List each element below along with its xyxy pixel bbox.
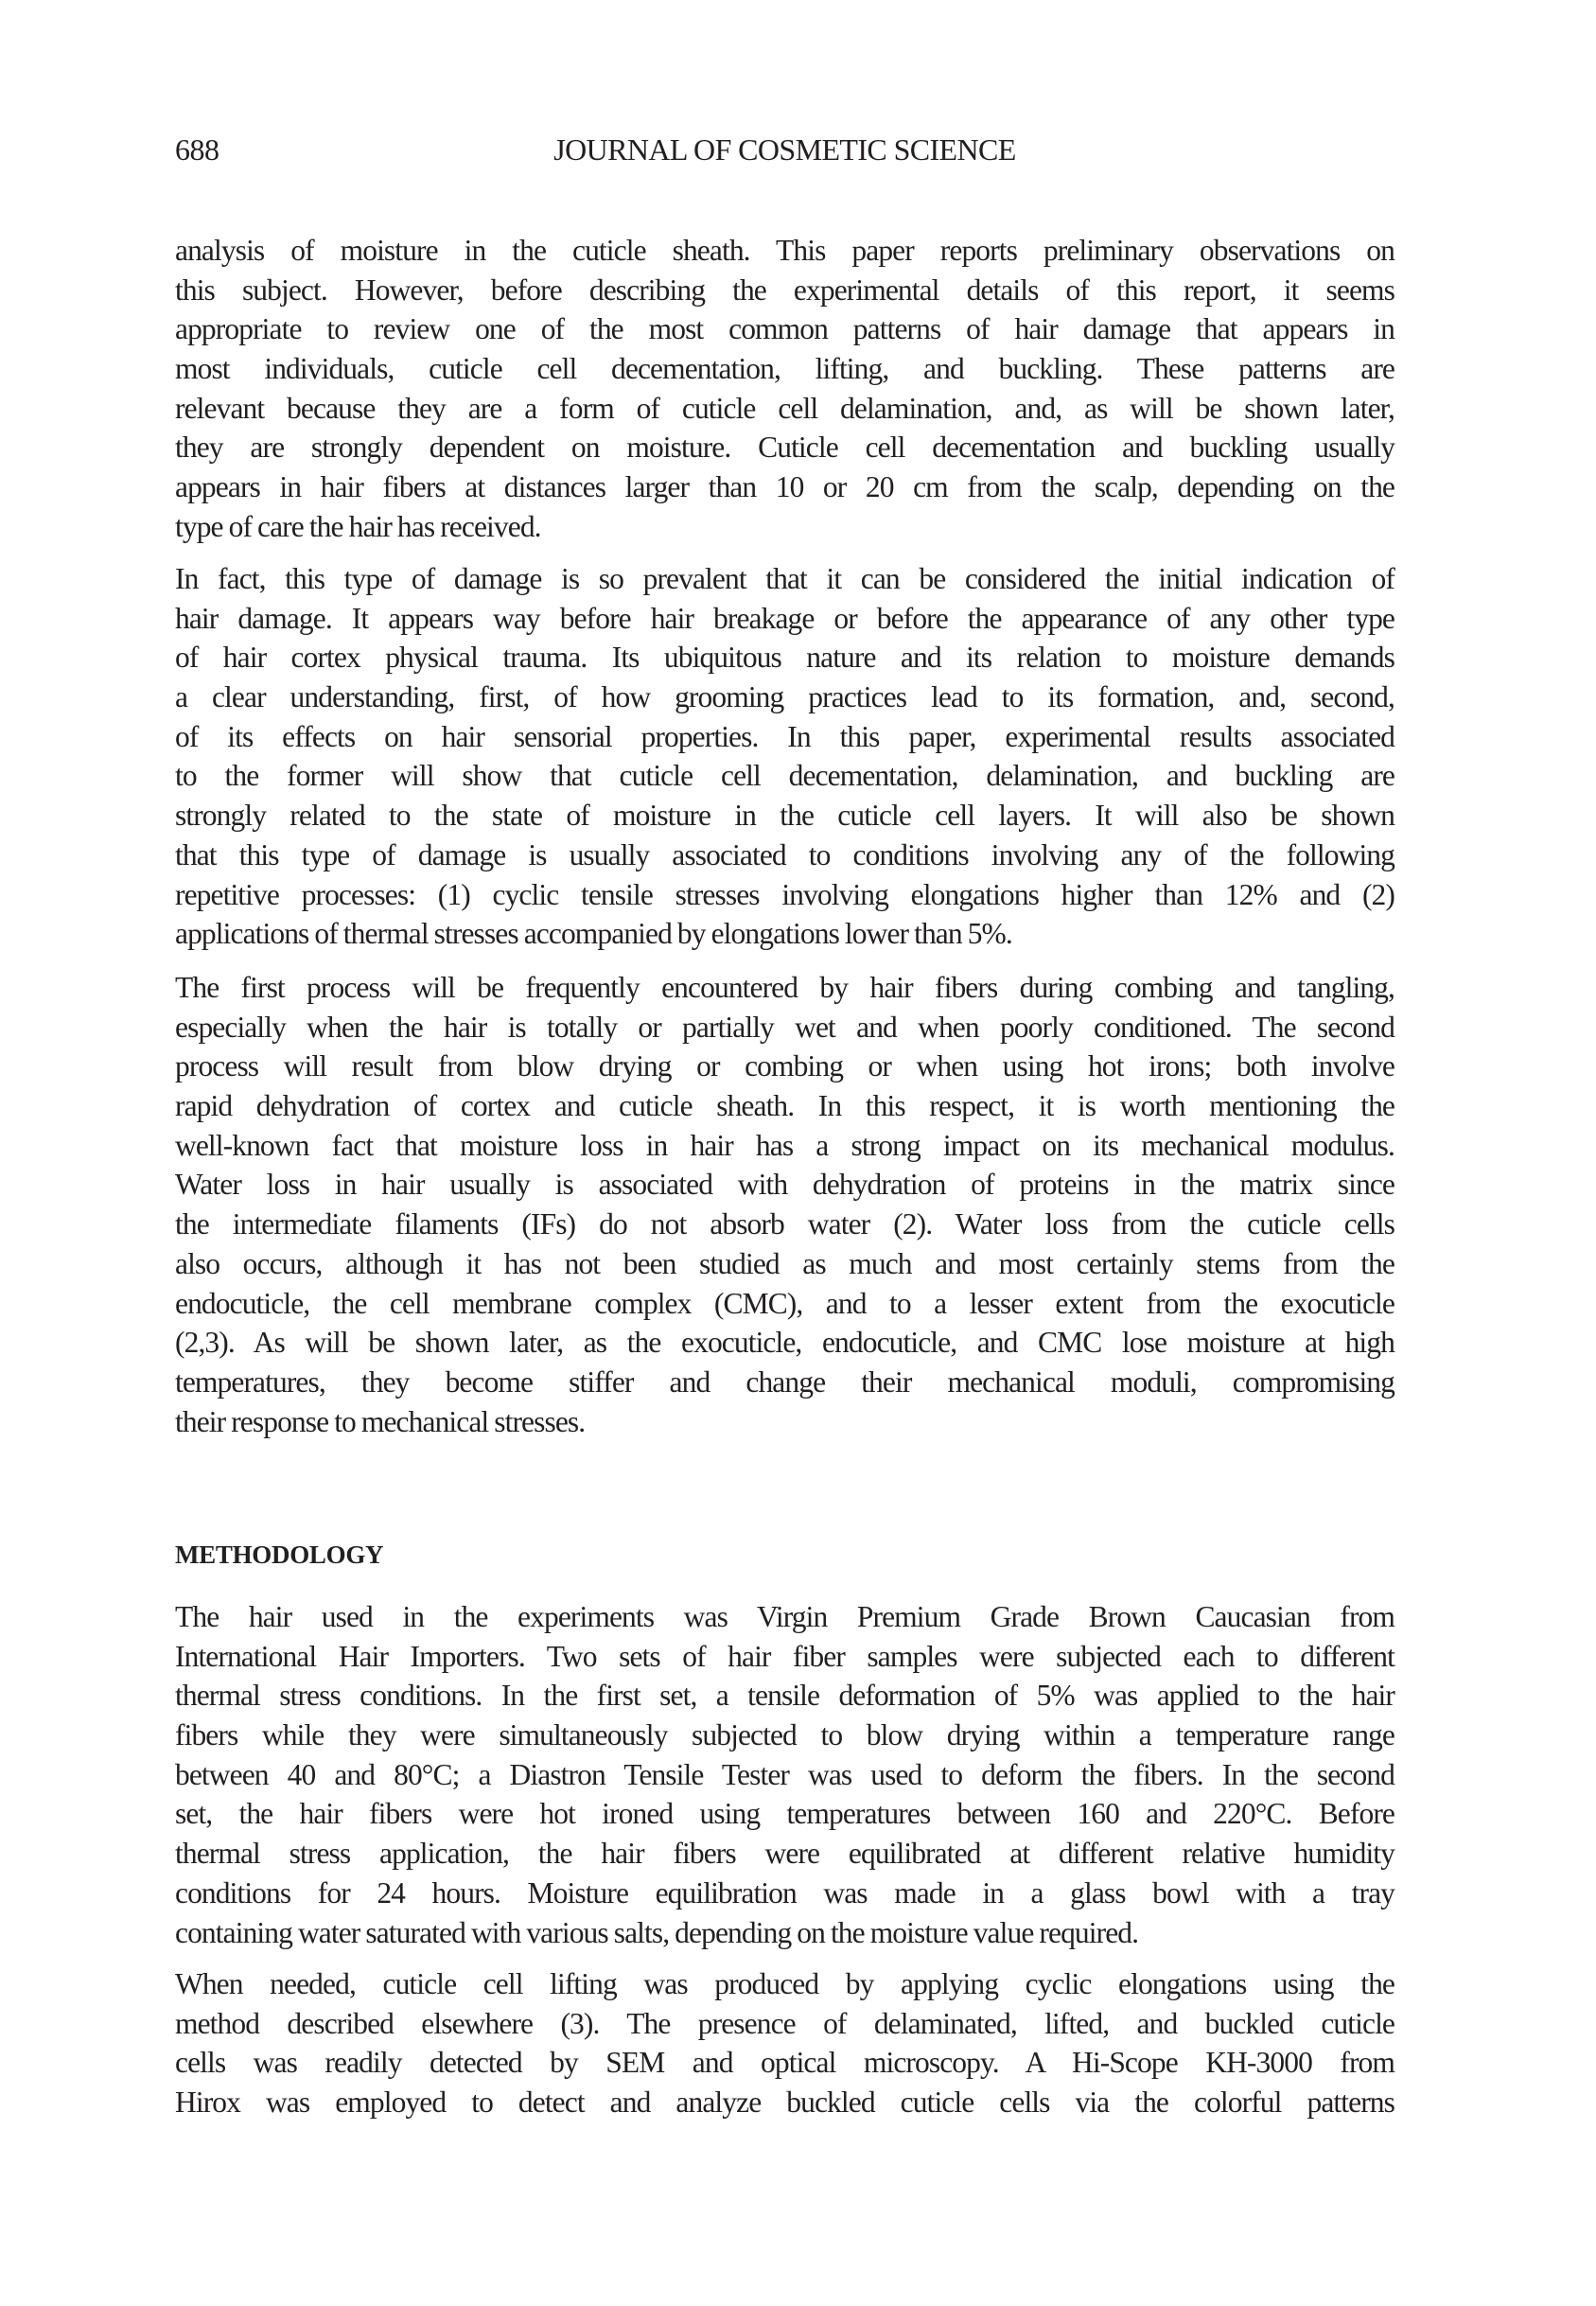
text-line: rapid dehydration of cortex and cuticle sheath. In this respect, it is worth mentioning the bbox=[175, 1089, 1394, 1123]
text-line: process will result from blow drying or combing or when using hot irons; both involve bbox=[175, 1049, 1394, 1083]
text-line: The first process will be frequently encountered by hair fibers during combing and tangling, bbox=[175, 971, 1394, 1004]
text-line: When needed, cuticle cell lifting was produced by applying cyclic elongations using the bbox=[175, 1967, 1394, 2000]
text-line: appropriate to review one of the most common patterns of hair damage that appears in bbox=[175, 312, 1394, 346]
text-line: analysis of moisture in the cuticle sheath. This paper reports preliminary observations on bbox=[175, 234, 1394, 267]
text-line: strongly related to the state of moisture in the cuticle cell layers. It will also be shown bbox=[175, 799, 1394, 833]
text-line: endocuticle, the cell membrane complex (CMC), and to a lesser extent from the exocuticle bbox=[175, 1286, 1394, 1320]
paragraph-intro-2 bbox=[175, 559, 1394, 954]
text-line: they are strongly dependent on moisture. Cuticle cell decementation and buckling usually bbox=[175, 431, 1394, 465]
text-line: of its effects on hair sensorial properties. In this paper, experimental results associated bbox=[175, 719, 1394, 753]
text-line: Water loss in hair usually is associated with dehydration of proteins in the matrix since bbox=[175, 1168, 1394, 1202]
text-line: thermal stress application, the hair fibers were equilibrated at different relative humidity bbox=[175, 1837, 1394, 1871]
text-line: appears in hair fibers at distances larger than 10 or 20 cm from the scalp, depending on the bbox=[175, 470, 1394, 504]
text-line: repetitive processes: (1) cyclic tensile stresses involving elongations higher than 12% and (2) bbox=[175, 877, 1394, 911]
text-line: this subject. However, before describing the experimental details of this report, it seems bbox=[175, 273, 1394, 307]
text-line: In fact, this type of damage is so prevalent that it can be considered the initial indication of bbox=[175, 562, 1394, 595]
page-number: 688 bbox=[175, 132, 219, 167]
journal-title: JOURNAL OF COSMETIC SCIENCE bbox=[553, 132, 1016, 167]
text-line: of hair cortex physical trauma. Its ubiquitous nature and its relation to moisture demands bbox=[175, 641, 1394, 675]
text-line: a clear understanding, first, of how grooming practices lead to its formation, and, second, bbox=[175, 680, 1394, 714]
text-line: applications of thermal stresses accompanied by elongations lower than 5%. bbox=[175, 917, 1012, 951]
section-heading-methodology: METHODOLOGY bbox=[175, 1540, 384, 1569]
text-line: fibers while they were simultaneously subjected to blow drying within a temperature range bbox=[175, 1718, 1394, 1752]
text-line: well-known fact that moisture loss in hair has a strong impact on its mechanical modulus. bbox=[175, 1128, 1394, 1162]
text-line: especially when the hair is totally or partially wet and when poorly conditioned. The second bbox=[175, 1010, 1394, 1044]
text-line: International Hair Importers. Two sets of hair fiber samples were subjected each to different bbox=[175, 1639, 1394, 1673]
text-line: The hair used in the experiments was Virgin Premium Grade Brown Caucasian from bbox=[175, 1600, 1394, 1633]
text-line: cells was readily detected by SEM and optical microscopy. A Hi-Scope KH-3000 from bbox=[175, 2046, 1394, 2080]
paragraph-intro-3 bbox=[175, 968, 1394, 1441]
text-line: most individuals, cuticle cell decementation, lifting, and buckling. These patterns are bbox=[175, 352, 1394, 386]
text-line: type of care the hair has received. bbox=[175, 509, 541, 543]
text-line: between 40 and 80°C; a Diastron Tensile Tester was used to deform the fibers. In the second bbox=[175, 1757, 1394, 1791]
text-line: temperatures, they become stiffer and change their mechanical moduli, compromising bbox=[175, 1364, 1394, 1399]
running-head bbox=[175, 131, 1394, 168]
text-line: Hirox was employed to detect and analyze buckled cuticle cells via the colorful patterns bbox=[175, 2086, 1394, 2120]
text-line: set, the hair fibers were hot ironed using temperatures between 160 and 220°C. Before bbox=[175, 1797, 1394, 1831]
text-line: conditions for 24 hours. Moisture equilibration was made in a glass bowl with a tray bbox=[175, 1875, 1394, 1910]
text-line: the intermediate filaments (IFs) do not absorb water (2). Water loss from the cuticle cells bbox=[175, 1207, 1394, 1241]
text-line: their response to mechanical stresses. bbox=[175, 1404, 586, 1438]
text-line: that this type of damage is usually associated to conditions involving any of the following bbox=[175, 837, 1394, 871]
text-line: (2,3). As will be shown later, as the exocuticle, endocuticle, and CMC lose moisture at high bbox=[175, 1326, 1394, 1360]
text-line: hair damage. It appears way before hair breakage or before the appearance of any other type bbox=[175, 601, 1394, 635]
text-line: also occurs, although it has not been studied as much and most certainly stems from the bbox=[175, 1246, 1394, 1280]
paragraph-methodology-1 bbox=[175, 1597, 1394, 1952]
text-line: method described elsewhere (3). The presence of delaminated, lifted, and buckled cuticle bbox=[175, 2006, 1394, 2040]
text-line: thermal stress conditions. In the first set, a tensile deformation of 5% was applied to the hair bbox=[175, 1679, 1394, 1713]
text-line: relevant because they are a form of cuticle cell delamination, and, as will be shown later, bbox=[175, 391, 1394, 425]
paragraph-intro-1 bbox=[175, 231, 1394, 547]
text-line: to the former will show that cuticle cell decementation, delamination, and buckling are bbox=[175, 759, 1394, 793]
text-line: containing water saturated with various salts, depending on the moisture value required. bbox=[175, 1915, 1139, 1949]
paragraph-methodology-2 bbox=[175, 1964, 1394, 2122]
